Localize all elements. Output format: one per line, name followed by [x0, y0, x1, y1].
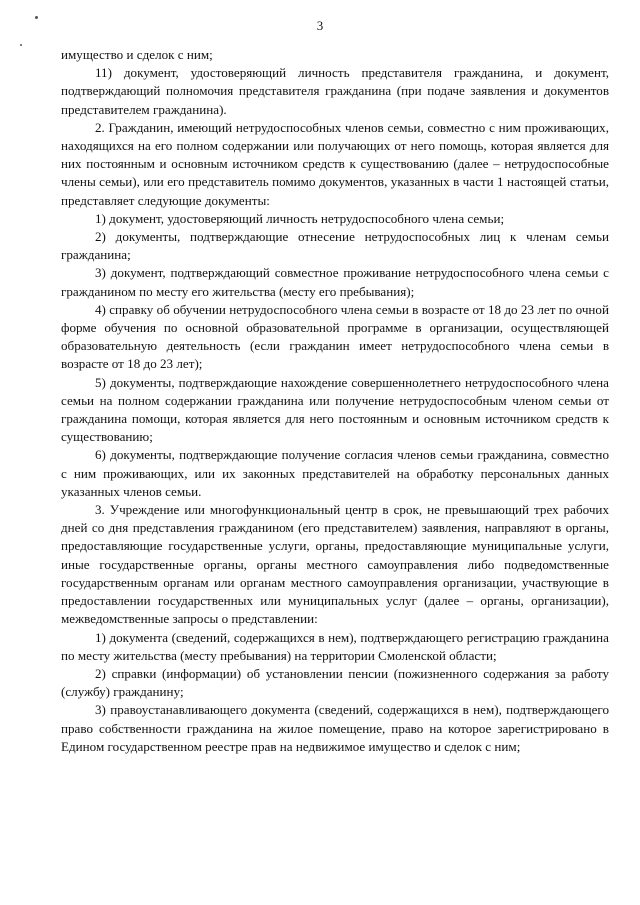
- paragraph-item-1: 1) документ, удостоверяющий личность нетрудоспособного члена семьи;: [95, 210, 505, 226]
- paragraph-item-5: 5) документы, подтверждающие нахождение совершеннолетнего нетрудоспособного члена семьи на полном содержании гражданина или получение нетрудоспособным членом семьи от гражданина помощи, которая является для него постоянным и основным источником средств к существованию;: [61, 374, 609, 445]
- paragraph-part-3: 3. Учреждение или многофункциональный центр в срок, не превышающий трех рабочих дней со дня представления гражданином (его представителем) заявления, направляют в органы, предоставляющие государственные услуги, органы, предоставляющие муниципальные услуги, иные государственные органы, органы местного самоуправления либо подведомственные государственным органам или органам местного самоуправления организации, участвующие в предоставлении государственных или муниципальных услуг (далее – органы, организации), межведомственные запросы о представлении:: [61, 502, 609, 627]
- paragraph-continuation: имущество и сделок с ним;: [61, 47, 213, 62]
- document-body: [61, 46, 609, 756]
- paragraph-item-2: 2) документы, подтверждающие отнесение нетрудоспособных лиц к членам семьи гражданина;: [61, 229, 609, 263]
- paragraph-item-3: 3) документ, подтверждающий совместное проживание нетрудоспособного члена семьи с гражданином по месту его жительства (месту его пребывания);: [61, 265, 609, 299]
- paragraph-request-1: 1) документа (сведений, содержащихся в нем), подтверждающего регистрацию гражданина по месту жительства (месту пребывания) на территории Смоленской области;: [61, 629, 609, 663]
- paragraph-item-4: 4) справку об обучении нетрудоспособного члена семьи в возрасте от 18 до 23 лет по очной форме обучения по основной образовательной программе в организации, осуществляющей образовательную деятельность (если гражданин имеет нетрудоспособного члена семьи в возрасте от 18 до 23 лет);: [61, 301, 609, 372]
- paragraph-request-3: 3) правоустанавливающего документа (сведений, содержащихся в нем), подтверждающего право собственности гражданина на жилое помещение, право на которое зарегистрировано в Едином государственном реестре прав на недвижимое имущество и сделок с ним;: [61, 702, 609, 754]
- page-number: 3: [316, 18, 324, 33]
- paragraph-item-11: 11) документ, удостоверяющий личность представителя гражданина, и документ, подтверждающий полномочия представителя гражданина (при подаче заявления и документов представителем гражданина).: [61, 65, 609, 117]
- scan-speck: [20, 44, 22, 46]
- paragraph-request-2: 2) справки (информации) об установлении пенсии (пожизненного содержания за работу (службу) гражданину;: [61, 665, 609, 700]
- paragraph-part-2: 2. Гражданин, имеющий нетрудоспособных членов семьи, совместно с ним проживающих, находящихся на его полном содержании или получающих от него помощь, которая является для них постоянным и основным источником средств к существованию (далее – нетрудоспособные члены семьи), или его представитель помимо документов, указанных в части 1 настоящей статьи, представляет следующие документы:: [61, 119, 609, 208]
- paragraph-item-6: 6) документы, подтверждающие получение согласия членов семьи гражданина, совместно с ним проживающих, или их законных представителей на обработку персональных данных указанных членов семьи.: [61, 447, 609, 499]
